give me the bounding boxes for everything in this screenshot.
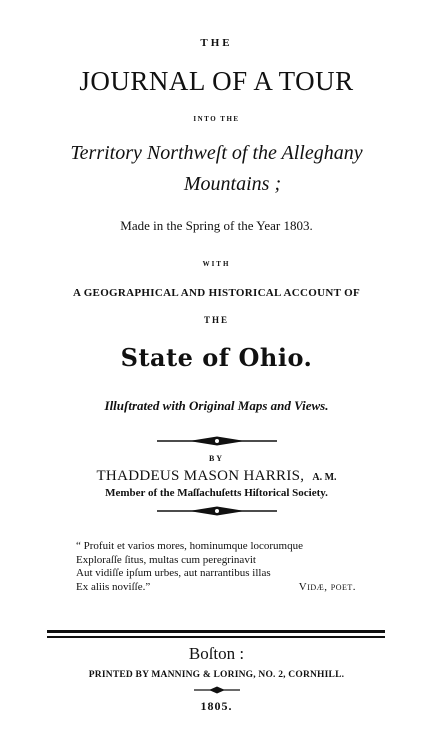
- imprint-place: Boſton :: [188, 644, 245, 663]
- book-title: JOURNAL OF A TOUR: [79, 66, 354, 96]
- the-heading: THE: [200, 37, 233, 49]
- state-of-ohio: State of Ohio.: [120, 343, 313, 372]
- epigraph-line-1: “ Profuit et varios mores, hominumque locorumque: [76, 540, 303, 552]
- author-name: THADDEUS MASON HARRIS,: [96, 468, 305, 484]
- epigraph-line-4: Ex aliis noviſſe.”: [76, 580, 151, 593]
- double-rule-top: [47, 630, 385, 633]
- ornament-icon: [194, 686, 240, 694]
- ornament-rule-top: [0, 436, 433, 446]
- society-line: Member of the Maſſachuſetts Hiſtorical Society.: [105, 487, 328, 499]
- author-degree: A. M.: [312, 472, 337, 483]
- territory-line-1: Territory Northweſt of the Alleghany: [70, 142, 363, 164]
- ornament-rule-bottom: [0, 506, 433, 516]
- epigraph-line-2: Exploraſſe ſitus, multas cum peregrinavit: [76, 553, 256, 566]
- double-rule-bottom: [47, 636, 385, 638]
- printer-line: PRINTED BY MANNING & LORING, NO. 2, CORNHILL.: [88, 670, 345, 680]
- imprint-year: 1805.: [200, 699, 233, 713]
- into-the-line: INTO THE: [193, 115, 240, 123]
- by-line: BY: [208, 454, 225, 463]
- latin-epigraph: [76, 540, 356, 594]
- ornament-icon: [157, 436, 277, 446]
- small-ornament: [0, 686, 433, 694]
- ornament-icon: [157, 506, 277, 516]
- the-line-2: THE: [203, 315, 229, 325]
- account-line: A GEOGRAPHICAL AND HISTORICAL ACCOUNT OF: [73, 287, 360, 299]
- made-in-line: Made in the Spring of the Year 1803.: [120, 218, 313, 233]
- epigraph-attribution: Vidæ, poet.: [298, 580, 356, 593]
- territory-line-2: Mountains ;: [183, 173, 282, 195]
- author-line: [0, 468, 433, 484]
- illustrated-line: Illuſtrated with Original Maps and Views.: [104, 398, 329, 413]
- epigraph-line-3: Aut vidiſſe ipſum urbes, aut narrantibus illas: [76, 567, 271, 579]
- with-line: WITH: [202, 260, 231, 268]
